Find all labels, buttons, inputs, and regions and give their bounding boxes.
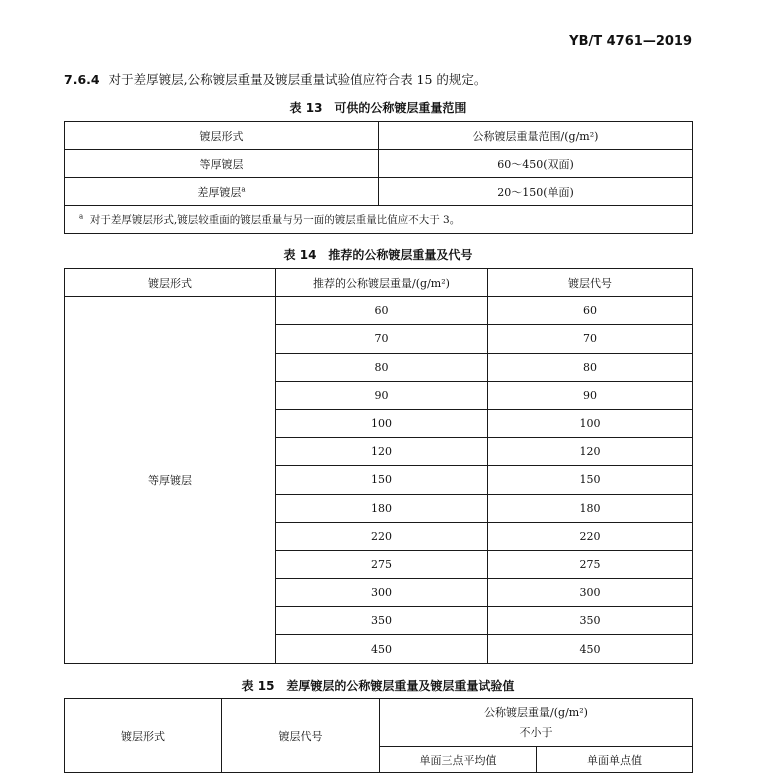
table-13-footnote [65,206,693,234]
table-15-caption: 表 15 差厚镀层的公称镀层重量及镀层重量试验值 [241,679,515,693]
table-14-cell-code: 60 [488,297,693,325]
table-15-header-form: 镀层形式 [65,699,222,773]
table-13-cell-range: 60～450(双面) [379,150,693,178]
table-13-header-form: 镀层形式 [65,122,379,150]
table-14-cell-code: 150 [488,466,693,494]
table-14-header-weight: 推荐的公称镀层重量/(g/m²) [276,269,488,297]
table-14-cell-weight: 180 [276,494,488,522]
table-14-cell-weight: 90 [276,381,488,409]
table-14-cell-code: 70 [488,325,693,353]
table-14-cell-weight: 60 [276,297,488,325]
table-14-cell-form: 等厚镀层 [65,297,276,663]
table-14-cell-code: 275 [488,550,693,578]
table-14-cell-code: 100 [488,409,693,437]
table-14-cell-code: 300 [488,579,693,607]
table-14-cell-weight: 350 [276,607,488,635]
table-row [65,178,693,206]
table-14 [64,268,693,664]
footnote-marker: a [79,212,84,221]
table-13-cell-range: 20～150(单面) [379,178,693,206]
table-14-cell-weight: 100 [276,409,488,437]
clause-number: 7.6.4 [64,72,100,87]
table-13 [64,121,693,234]
table-14-cell-code: 350 [488,607,693,635]
table-15 [64,698,693,773]
table-14-cell-weight: 120 [276,438,488,466]
table-14-header-form: 镀层形式 [65,269,276,297]
table-13-cell-form: 等厚镀层 [65,150,379,178]
table-13-header-range: 公称镀层重量范围/(g/m²) [379,122,693,150]
table-15-header-single: 单面单点值 [537,747,693,773]
table-14-cell-weight: 275 [276,550,488,578]
table-15-header-avg: 单面三点平均值 [380,747,537,773]
table-13-cell-form [65,178,379,206]
table-14-cell-code: 450 [488,635,693,663]
table-14-cell-weight: 80 [276,353,488,381]
table-14-cell-code: 80 [488,353,693,381]
table-13-caption: 表 13 可供的公称镀层重量范围 [289,101,467,115]
table-14-header-code: 镀层代号 [488,269,693,297]
table-14-cell-weight: 220 [276,522,488,550]
table-row [65,297,693,325]
table-14-cell-code: 220 [488,522,693,550]
standard-code: YB/T 4761—2019 [569,34,692,49]
table-14-cell-weight: 70 [276,325,488,353]
table-14-caption: 表 14 推荐的公称镀层重量及代号 [283,248,473,262]
table-14-cell-weight: 150 [276,466,488,494]
table-15-header-code: 镀层代号 [222,699,380,773]
footnote-marker: a [241,184,246,193]
table-13-footnote-row [65,206,693,234]
table-14-cell-weight: 300 [276,579,488,607]
table-15-header-min: 不小于 [519,725,553,739]
footnote-text: 对于差厚镀层形式,镀层较重面的镀层重量与另一面的镀层重量比值应不大于 3。 [89,214,461,226]
table-14-cell-code: 180 [488,494,693,522]
table-row [65,150,693,178]
table-14-cell-code: 90 [488,381,693,409]
clause-7-6-4 [64,70,486,88]
clause-text: 对于差厚镀层,公称镀层重量及镀层重量试验值应符合表 15 的规定。 [108,72,487,87]
table-13-form-text: 差厚镀层 [197,185,242,199]
table-14-cell-weight: 450 [276,635,488,663]
table-15-header-weight-unit: 公称镀层重量/(g/m²) [484,705,588,719]
table-15-header-weight [380,699,693,747]
table-14-cell-code: 120 [488,438,693,466]
